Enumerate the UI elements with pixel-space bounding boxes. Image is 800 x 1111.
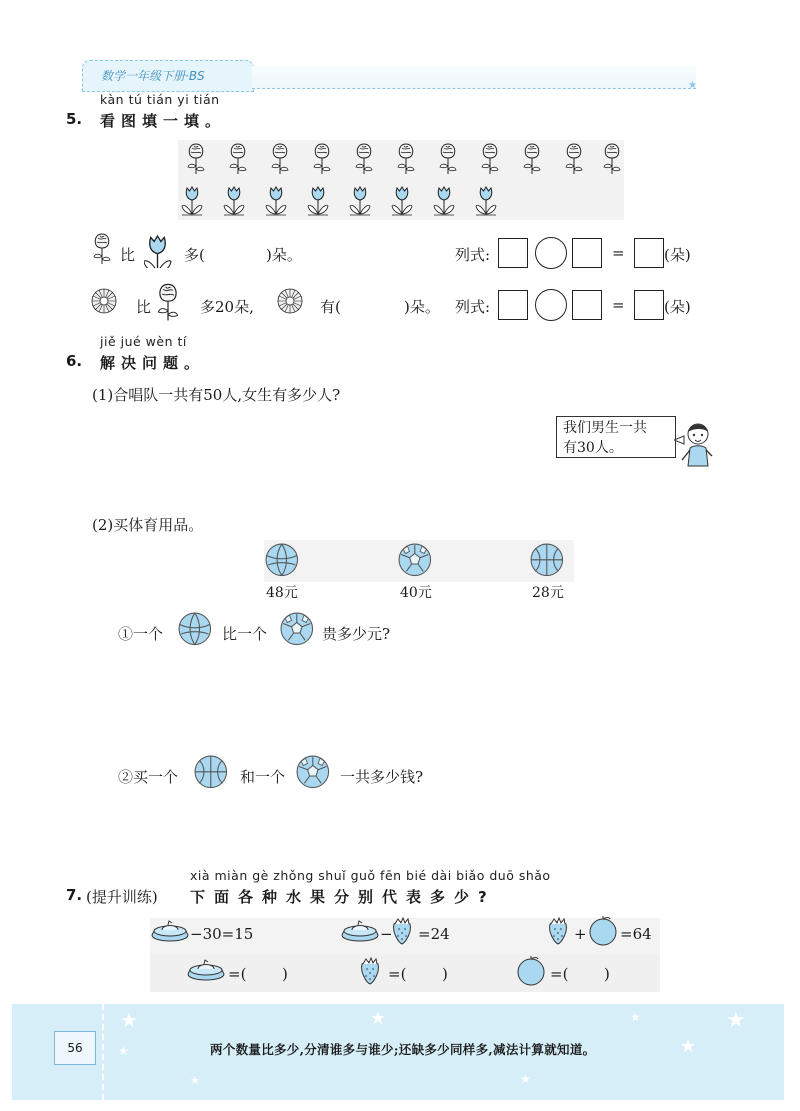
q5-row1-eq: = (612, 244, 625, 262)
soccerball-icon (280, 612, 316, 648)
bubble-line2: 有30人。 (563, 440, 623, 456)
q6-title: 解决问题。 (100, 354, 206, 372)
cake-icon (150, 919, 190, 945)
boy-icon (674, 420, 718, 468)
price-basketball: 28元 (532, 585, 564, 601)
q6-sub2-b: 和一个 (240, 768, 286, 786)
q7-ans-close: ) (282, 965, 288, 983)
header-rule (252, 66, 696, 89)
star-icon: ★ (190, 1074, 200, 1087)
strawberry-icon (390, 916, 414, 946)
star-icon: ★ (120, 1008, 138, 1032)
soccerball-icon (398, 543, 434, 579)
q7-pinyin: xià miàn gè zhǒng shuǐ guǒ fēn bié dài biǎo duō shǎo (190, 868, 551, 883)
rose-icon (92, 232, 114, 268)
q5-row1-unit: (朵) (664, 246, 691, 264)
q6-pinyin: jiě jué wèn tí (100, 334, 187, 349)
q6-number: 6. (66, 352, 83, 370)
q5-row2-tail: )朵。 (404, 298, 440, 316)
q6-sub2-a: ②买一个 (118, 768, 179, 786)
q6-part1-text: (1)合唱队一共有50人,女生有多少人? (92, 386, 341, 404)
header-star-icon: ★ (688, 80, 697, 91)
q7-eq1: −30=15 (190, 925, 254, 943)
q6-sub1-c: 贵多少元? (322, 625, 391, 643)
q7-ans-open: =( (550, 965, 569, 983)
answer-box[interactable] (498, 238, 528, 268)
q7-title: 下面各种水果分别代表多少? (190, 888, 496, 906)
price-volleyball: 48元 (266, 585, 298, 601)
orange-icon (588, 916, 620, 948)
q5-pinyin: kàn tú tián yi tián (100, 92, 220, 107)
q7-ans-open: =( (388, 965, 407, 983)
q7-ans-close: ) (604, 965, 610, 983)
q7-ans-close: ) (442, 965, 448, 983)
page-number: 56 (54, 1031, 96, 1065)
q5-row2-you: 有( (320, 298, 341, 316)
chrysanthemum-icon (90, 287, 120, 317)
tulip-icon (144, 232, 180, 268)
volleyball-icon (178, 612, 214, 648)
basketball-icon (194, 755, 230, 791)
q5-title: 看图填一填。 (100, 112, 227, 130)
q7-number: 7. (66, 886, 83, 904)
strawberry-icon (546, 916, 570, 946)
q5-row1-bi: 比 (120, 246, 136, 264)
q5-row2-eq: = (612, 296, 625, 314)
q5-row2-duo20: 多20朵, (200, 298, 254, 316)
book-header-tab (82, 60, 254, 92)
answer-box[interactable] (634, 290, 664, 320)
speech-bubble (556, 416, 676, 458)
star-icon: ★ (520, 1072, 531, 1086)
footer-rhyme: 两个数量比多少,分清谁多与谁少;还缺多少同样多,减法计算就知道。 (210, 1042, 596, 1057)
q6-sub2-c: 一共多少钱? (340, 768, 424, 786)
q5-number: 5. (66, 110, 83, 128)
answer-box[interactable] (572, 238, 602, 268)
answer-box[interactable] (498, 290, 528, 320)
price-soccerball: 40元 (400, 585, 432, 601)
bubble-line1: 我们男生一共 (563, 420, 647, 436)
cake-icon (186, 958, 226, 984)
book-title: 数学一年级下册·BS (101, 69, 205, 83)
q6-sub1-a: ①一个 (118, 625, 164, 643)
q5-row2-lishi: 列式: (455, 298, 491, 316)
q6-sub1-b: 比一个 (222, 625, 268, 643)
q7-eq3-rest: =64 (620, 925, 652, 943)
answer-box[interactable] (634, 238, 664, 268)
star-icon: ★ (370, 1008, 387, 1029)
q7-eq2-rest: =24 (418, 925, 450, 943)
q7-tag: (提升训练) (86, 888, 158, 906)
operator-circle[interactable] (535, 289, 567, 321)
q5-row1-tail: )朵。 (266, 246, 302, 264)
q5-row1-lishi: 列式: (455, 246, 491, 264)
q7-eq3-plus: + (574, 925, 587, 943)
q5-row1-duo: 多( (184, 246, 205, 264)
orange-icon (516, 956, 548, 988)
soccerball-icon (296, 755, 332, 791)
volleyball-icon (265, 543, 301, 579)
rose-icon (156, 282, 192, 322)
q7-eq2-minus: − (380, 925, 393, 943)
star-icon: ★ (726, 1008, 746, 1033)
basketball-icon (530, 543, 566, 579)
q5-row2-bi: 比 (136, 298, 152, 316)
footer-divider (102, 1004, 104, 1100)
q6-part2-text: (2)买体育用品。 (92, 516, 204, 534)
star-icon: ★ (680, 1036, 697, 1057)
star-icon: ★ (118, 1044, 129, 1058)
chrysanthemum-icon (276, 287, 306, 317)
q5-row2-unit: (朵) (664, 298, 691, 316)
flower-picture-svg (178, 140, 624, 220)
strawberry-icon (358, 956, 382, 986)
star-icon: ★ (630, 1010, 641, 1024)
flower-picture (178, 140, 624, 220)
cake-icon (340, 919, 380, 945)
q7-ans-open: =( (228, 965, 247, 983)
operator-circle[interactable] (535, 237, 567, 269)
answer-box[interactable] (572, 290, 602, 320)
